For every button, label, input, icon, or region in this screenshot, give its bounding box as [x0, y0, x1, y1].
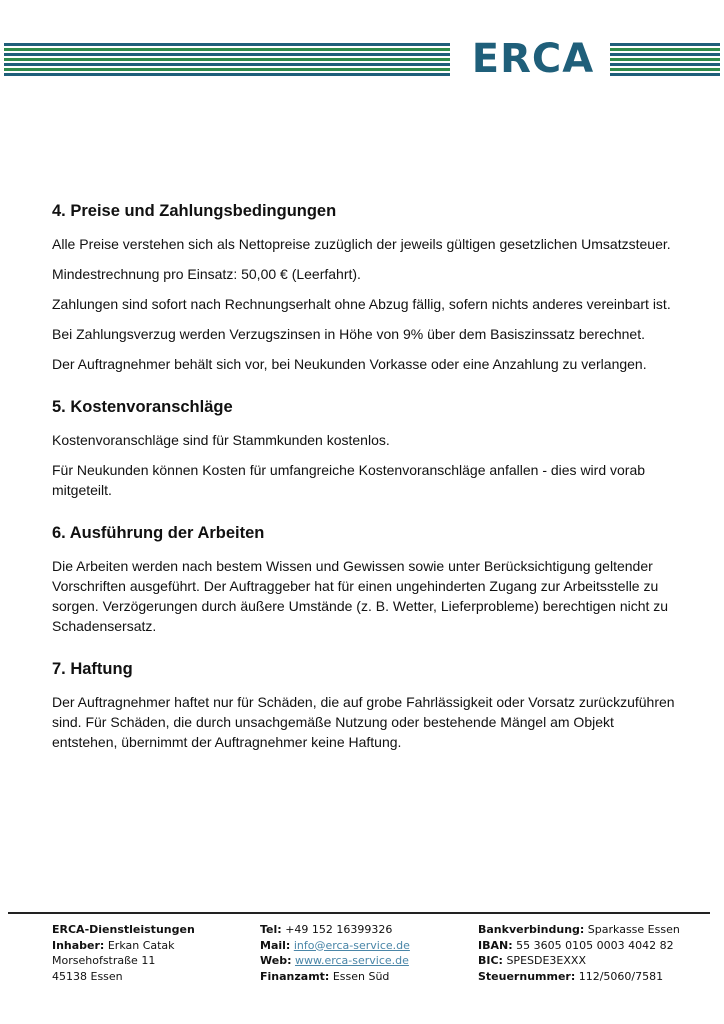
mail-link[interactable]: info@erca-service.de — [293, 938, 410, 952]
letterhead — [0, 36, 724, 82]
web-label: Web: — [260, 954, 292, 967]
stripe — [4, 48, 450, 51]
stripe — [610, 68, 720, 71]
tax-number: 112/5060/7581 — [578, 969, 664, 983]
bic-label: BIC: — [478, 954, 503, 967]
stripe — [4, 53, 450, 56]
stripe — [4, 43, 450, 46]
tax-number-label: Steuernummer: — [478, 969, 576, 983]
paragraph: Der Auftragnehmer haftet nur für Schäden, die auf grobe Fahrlässigkeit oder Vorsatz zurückzuführen sind. Für Schäden, die durch unsachgemäße Nutzung oder bestehende Mängel am Objekt entstehen, übernimmt der Auftragnehmer keine Haftung. — [52, 694, 675, 750]
owner-label: Inhaber: — [52, 938, 105, 952]
bank-name: Sparkasse Essen — [587, 923, 680, 936]
stripe — [610, 58, 720, 61]
section-estimates — [52, 396, 678, 500]
paragraph: Bei Zahlungsverzug werden Verzugszinsen in Höhe von 9% über dem Basiszinssatz berechnet. — [52, 326, 645, 342]
footer-divider — [8, 912, 710, 914]
tax-office: Essen Süd — [332, 969, 390, 983]
section-heading: 5. Kostenvoranschläge — [52, 398, 233, 416]
iban-label: IBAN: — [478, 938, 513, 952]
paragraph: Der Auftragnehmer behält sich vor, bei Neukunden Vorkasse oder eine Anzahlung zu verlangen. — [52, 356, 647, 372]
stripe — [610, 53, 720, 56]
mail-label: Mail: — [260, 938, 291, 952]
stripe — [4, 68, 450, 71]
footer-company-column — [52, 922, 195, 984]
footer-bank-column — [478, 922, 680, 984]
stripe — [4, 73, 450, 76]
stripe — [610, 73, 720, 76]
tax-office-label: Finanzamt: — [260, 969, 330, 983]
stripes-left — [4, 43, 450, 77]
stripe — [4, 63, 450, 66]
company-name: ERCA-Dienstleistungen — [52, 923, 195, 936]
stripe — [4, 58, 450, 61]
street-address: Morsehofstraße 11 — [52, 954, 156, 967]
section-heading: 4. Preise und Zahlungsbedingungen — [52, 202, 337, 220]
stripe — [610, 63, 720, 66]
tel-label: Tel: — [260, 923, 282, 936]
company-logo: ERCA — [471, 36, 595, 82]
paragraph: Für Neukunden können Kosten für umfangreiche Kostenvoranschläge anfallen - dies wird vorab mitgeteilt. — [52, 462, 646, 498]
section-heading: 7. Haftung — [52, 660, 133, 678]
paragraph: Die Arbeiten werden nach bestem Wissen und Gewissen sowie unter Berücksichtigung geltender Vorschriften ausgeführt. Der Auftraggeber hat für einen ungehinderten Zugang zur Arbeitsstelle zu sorgen. Verzögerungen durch äußere Umstände (z. B. Wetter, Lieferprobleme) berechtigen nicht zu Schadensersatz. — [52, 558, 669, 634]
footer-contact-column — [260, 922, 410, 984]
section-prices — [52, 200, 678, 374]
city-address: 45138 Essen — [52, 969, 123, 983]
paragraph: Mindestrechnung pro Einsatz: 50,00 € (Leerfahrt). — [52, 266, 361, 282]
stripe — [610, 48, 720, 51]
section-heading: 6. Ausführung der Arbeiten — [52, 524, 265, 542]
paragraph: Alle Preise verstehen sich als Nettopreise zuzüglich der jeweils gültigen gesetzlichen Umsatzsteuer. — [52, 236, 671, 252]
tel-number: +49 152 16399326 — [285, 923, 393, 936]
bic: SPESDE3EXXX — [506, 954, 586, 967]
iban: 55 3605 0105 0003 4042 82 — [516, 938, 674, 952]
section-execution — [52, 522, 678, 636]
stripes-right — [610, 43, 720, 77]
document-body — [52, 200, 678, 774]
paragraph: Zahlungen sind sofort nach Rechnungserhalt ohne Abzug fällig, sofern nichts anderes vereinbart ist. — [52, 296, 671, 312]
bank-label: Bankverbindung: — [478, 923, 585, 936]
web-link[interactable]: www.erca-service.de — [294, 954, 409, 967]
stripe — [610, 43, 720, 46]
owner-name: Erkan Catak — [107, 938, 175, 952]
paragraph: Kostenvoranschläge sind für Stammkunden kostenlos. — [52, 432, 390, 448]
section-liability — [52, 658, 678, 752]
